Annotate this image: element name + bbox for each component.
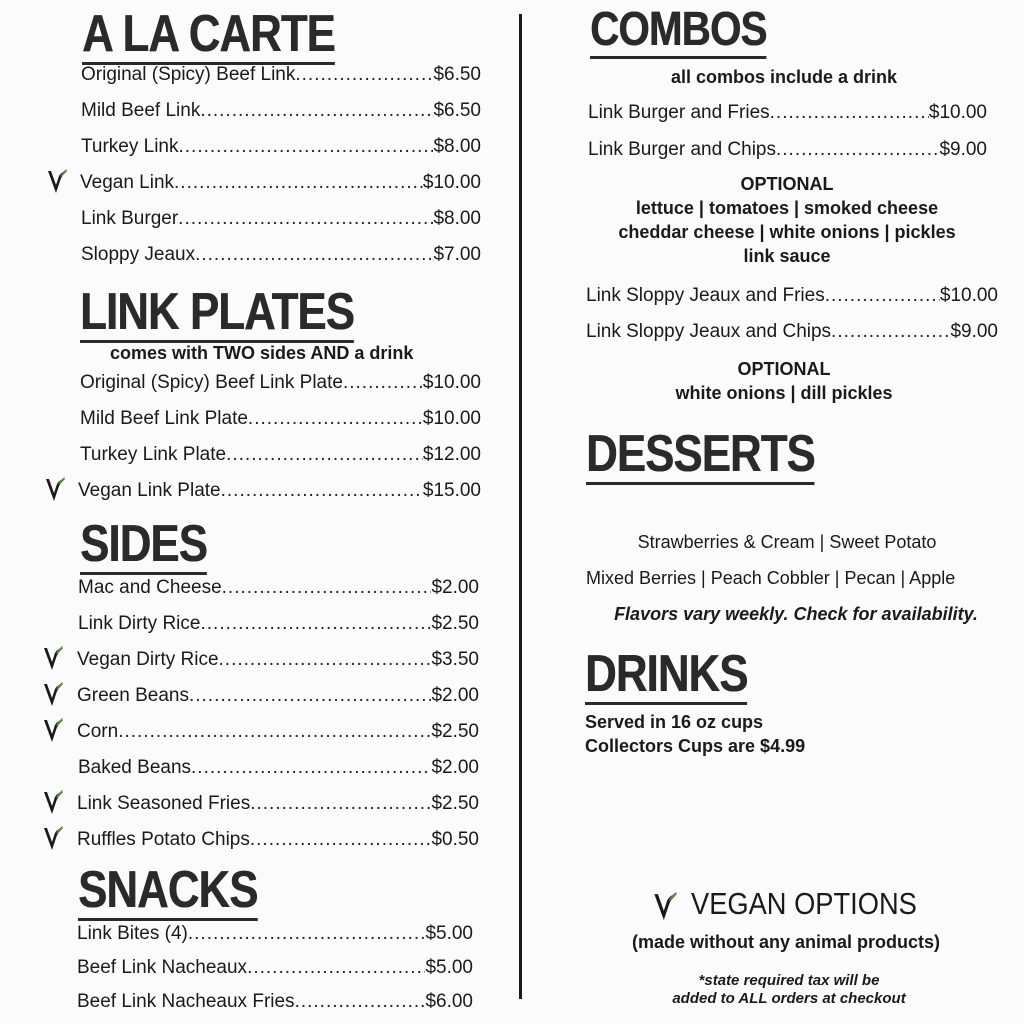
menu-item-name: Link Burger and Chips — [588, 139, 776, 160]
optional-label-2: OPTIONAL — [737, 359, 831, 379]
menu-item — [77, 828, 479, 852]
section-title-a-la-carte: A LA CARTE — [82, 5, 335, 63]
menu-item-leader — [174, 171, 423, 195]
section-title-combos: COMBOS — [590, 6, 766, 59]
menu-item-price: $2.50 — [431, 721, 479, 742]
section-title-snacks: SNACKS — [78, 861, 258, 919]
vegan-v-leaf-icon — [42, 680, 64, 708]
menu-item-leader — [178, 207, 433, 231]
menu-item-name: Link Dirty Rice — [78, 613, 201, 634]
menu-item-price: $5.00 — [425, 923, 473, 944]
menu-item-leader — [195, 243, 433, 267]
menu-item-name: Vegan Dirty Rice — [77, 649, 219, 670]
optional-line: cheddar cheese | white onions | pickles — [618, 222, 956, 242]
menu-item-name: Sloppy Jeaux — [81, 244, 196, 265]
menu-item-leader — [250, 792, 431, 816]
menu-item — [81, 207, 481, 231]
menu-item-leader — [222, 576, 432, 600]
menu-item — [81, 63, 481, 87]
menu-item-name: Vegan Link — [80, 172, 175, 193]
menu-item-price: $6.00 — [425, 991, 473, 1012]
menu-item-price: $8.00 — [433, 136, 481, 157]
vegan-v-leaf-icon — [652, 888, 678, 924]
menu-item — [78, 479, 481, 503]
menu-item-name: Mild Beef Link — [81, 100, 201, 121]
menu-item-leader — [248, 407, 423, 431]
dessert-note: Flavors vary weekly. Check for availability. — [614, 604, 978, 624]
menu-item-price: $5.00 — [425, 957, 473, 978]
optional-label-1: OPTIONAL — [740, 174, 834, 194]
menu-item — [81, 243, 481, 267]
menu-item — [586, 284, 998, 308]
vegan-options-subtitle: (made without any animal products) — [631, 932, 941, 952]
section-title-sides: SIDES — [80, 515, 207, 573]
menu-item-price: $2.00 — [431, 577, 479, 598]
menu-item — [80, 171, 481, 195]
menu-item-leader — [770, 101, 929, 125]
vegan-v-leaf-icon — [46, 167, 68, 195]
menu-item-name: Link Sloppy Jeaux and Fries — [586, 285, 825, 306]
menu-item — [78, 756, 479, 780]
menu-item-leader — [191, 756, 431, 780]
section-title-desserts: DESSERTS — [586, 425, 815, 483]
menu-item — [588, 138, 987, 162]
menu-item-price: $10.00 — [939, 285, 998, 306]
menu-item-name: Beef Link Nacheaux Fries — [77, 991, 295, 1012]
menu-item-leader — [250, 828, 432, 852]
menu-item-leader — [295, 63, 433, 87]
drinks-info: Served in 16 oz cups — [585, 712, 764, 732]
menu-item-price: $0.50 — [431, 829, 479, 850]
combos-subtitle: all combos include a drink — [670, 67, 898, 87]
menu-item — [77, 990, 473, 1014]
menu-item-name: Ruffles Potato Chips — [77, 829, 250, 850]
menu-item-leader — [776, 138, 939, 162]
menu-item-name: Beef Link Nacheaux — [77, 957, 248, 978]
tax-note-line: *state required tax will be — [698, 972, 880, 989]
menu-item-price: $9.00 — [939, 139, 987, 160]
menu-item — [80, 407, 481, 431]
menu-item-leader — [343, 371, 423, 395]
vegan-v-leaf-icon — [44, 475, 66, 503]
menu-item-leader — [200, 99, 433, 123]
menu-item — [588, 101, 987, 125]
column-divider — [519, 14, 522, 999]
menu-item-name: Link Seasoned Fries — [77, 793, 251, 814]
menu-item-price: $3.50 — [431, 649, 479, 670]
menu-item-leader — [118, 720, 431, 744]
menu-item — [77, 720, 479, 744]
menu-item — [77, 648, 479, 672]
vegan-options-title: VEGAN OPTIONS — [691, 886, 917, 921]
menu-item-price: $15.00 — [422, 480, 481, 501]
menu-item — [77, 956, 473, 980]
menu-item-price: $2.50 — [431, 613, 479, 634]
menu-item-name: Link Sloppy Jeaux and Chips — [586, 321, 832, 342]
menu-item-name: Original (Spicy) Beef Link Plate — [80, 372, 343, 393]
menu-item-leader — [219, 648, 432, 672]
menu-item — [80, 443, 481, 467]
menu-item-price: $2.00 — [431, 757, 479, 778]
dessert-flavors-line: Mixed Berries | Peach Cobbler | Pecan | Apple — [586, 568, 956, 588]
menu-item-name: Link Burger and Fries — [588, 102, 770, 123]
link-plates-subtitle: comes with TWO sides AND a drink — [110, 343, 414, 363]
menu-item-leader — [179, 135, 434, 159]
menu-item-name: Green Beans — [77, 685, 189, 706]
tax-note-line: added to ALL orders at checkout — [672, 990, 906, 1007]
menu-item-price: $2.00 — [431, 685, 479, 706]
vegan-v-leaf-icon — [42, 788, 64, 816]
menu-item-leader — [189, 684, 431, 708]
menu-item-name: Corn — [77, 721, 119, 742]
vegan-v-leaf-icon — [42, 644, 64, 672]
menu-item-price: $10.00 — [422, 408, 481, 429]
menu-item-name: Mac and Cheese — [78, 577, 222, 598]
menu-item-leader — [188, 922, 426, 946]
menu-item-name: Mild Beef Link Plate — [80, 408, 248, 429]
menu-item-name: Turkey Link Plate — [80, 444, 227, 465]
menu-item-leader — [247, 956, 425, 980]
menu-item — [81, 135, 481, 159]
menu-item-price: $10.00 — [422, 372, 481, 393]
menu-item-leader — [221, 479, 423, 503]
menu-item-price: $7.00 — [433, 244, 481, 265]
optional-line: link sauce — [743, 246, 831, 266]
menu-item-price: $6.50 — [433, 64, 481, 85]
menu-item-price: $6.50 — [433, 100, 481, 121]
menu-item-price: $8.00 — [433, 208, 481, 229]
optional-line: white onions | dill pickles — [675, 383, 893, 403]
menu-item-leader — [226, 443, 423, 467]
menu-item-price: $9.00 — [950, 321, 998, 342]
menu-item — [78, 576, 479, 600]
menu-item-leader — [831, 320, 950, 344]
menu-item-leader — [825, 284, 940, 308]
section-title-drinks: DRINKS — [585, 645, 748, 703]
menu-item — [80, 371, 481, 395]
menu-item-price: $2.50 — [431, 793, 479, 814]
menu-item — [78, 612, 479, 636]
menu-item-name: Baked Beans — [78, 757, 192, 778]
menu-item-name: Link Burger — [81, 208, 179, 229]
optional-line: lettuce | tomatoes | smoked cheese — [635, 198, 939, 218]
menu-item-name: Original (Spicy) Beef Link — [81, 64, 296, 85]
menu-item-name: Link Bites (4) — [77, 923, 188, 944]
drinks-info: Collectors Cups are $4.99 — [585, 736, 806, 756]
menu-item-price: $10.00 — [928, 102, 987, 123]
menu-item — [77, 684, 479, 708]
menu-item-price: $10.00 — [422, 172, 481, 193]
menu-item — [77, 792, 479, 816]
vegan-v-leaf-icon — [42, 716, 64, 744]
menu-item-leader — [295, 990, 426, 1014]
dessert-flavors-line: Strawberries & Cream | Sweet Potato — [637, 532, 937, 552]
section-title-link-plates: LINK PLATES — [80, 283, 354, 341]
menu-item-leader — [200, 612, 431, 636]
menu-item — [77, 922, 473, 946]
menu-item — [81, 99, 481, 123]
menu-item-name: Vegan Link Plate — [78, 480, 221, 501]
menu-item-name: Turkey Link — [81, 136, 179, 157]
menu-item-price: $12.00 — [422, 444, 481, 465]
vegan-v-leaf-icon — [42, 824, 64, 852]
menu-item — [586, 320, 998, 344]
